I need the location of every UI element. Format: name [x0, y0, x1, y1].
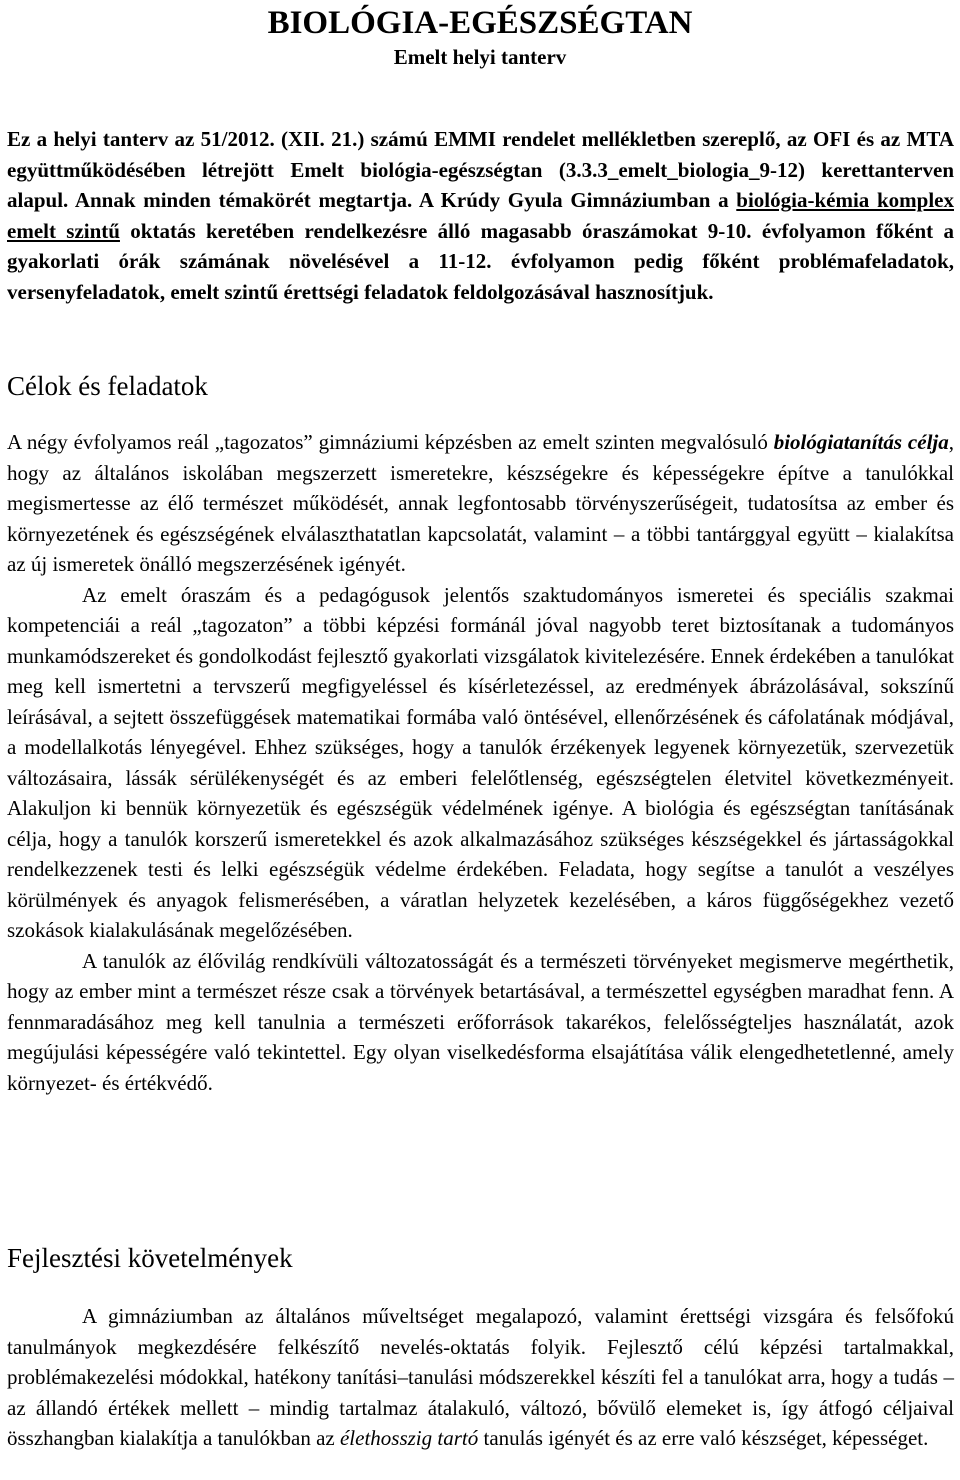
requirements-p1-emphasis: élethosszig tartó — [339, 1426, 479, 1450]
section-heading-requirements: Fejlesztési követelmények — [7, 1243, 293, 1273]
goals-p1-text-b: , hogy az általános iskolában megszerzett ismeretekre, készségekre és képességekre építve a tanulókkal megismertesse az élő természet működését, annak legfontosabb törvényszerűségeit, tudatosítsa az ember és környezetének és egészségének elválaszthatatlan kapcsolatát, valamint – a többi tantárggyal együtt – kialakítsa az új ismeretek önálló megszerzésének igényét. — [7, 430, 954, 576]
section-goals-body — [7, 427, 954, 1098]
document-subtitle: Emelt helyi tanterv — [393, 45, 567, 69]
section-requirements-body — [7, 1301, 954, 1454]
document-title: BIOLÓGIA-EGÉSZSÉGTAN — [267, 5, 693, 41]
intro-text-2: oktatás keretében rendelkezésre álló magasabb óraszámokat 9-10. évfolyamon főként a gyakorlati órák számának növelésével a 11-12. évfolyamon pedig főként problémafeladatok, versenyfeladatok, emelt szintű érettségi feladatok feldolgozásával hasznosítjuk. — [7, 218, 954, 304]
goals-paragraph-1 — [7, 427, 954, 580]
intro-paragraph — [7, 124, 954, 307]
requirements-p1-text-a: A gimnáziumban az általános műveltséget megalapozó, valamint érettségi vizsgára és felsőfokú tanulmányok megkezdésére felkészítő nevelés-oktatás folyik. Fejlesztő célú képzési tartalmakkal, problémakezelési módokkal, hatékony tanítási–tanulási módszerekkel készíti fel a tanulókat arra, hogy a tudás – az állandó értékek mellett – mindig tartalmaz átalakuló, változó, bővülő elemeket is, így átfogó céljaival összhangban kialakítja a tanulókban az — [7, 1304, 954, 1450]
intro-text-1: Ez a helyi tanterv az 51/2012. (XII. 21.) számú EMMI rendelet mellékletben szereplő, az OFI és az MTA együttműködésében létrejött Emelt biológia-egészségtan (3.3.3_emelt_biologia_9-12) kerettanterven alapul. Annak minden témakörét megtartja. A Krúdy Gyula Gimnáziumban a — [7, 127, 954, 212]
program-link[interactable]: biológia-kémia komplex emelt szintű — [7, 188, 954, 243]
goals-p1-text-a: A négy évfolyamos reál „tagozatos” gimnáziumi képzésben az emelt szinten megvalósuló — [7, 430, 774, 454]
goals-paragraph-3: A tanulók az élővilág rendkívüli változatosságát és a természeti törvényeket megismerve megérthetik, hogy az ember mint a természet része csak a törvények betartásával, a természettel egységben maradhat fenn. A fennmaradásához meg kell tanulnia a természeti erőforrások takarékos, felelősségteljes használatát, azok megújulási képességére való tekintettel. Egy olyan viselkedésforma elsajátítása válik elengedhetetlenné, amely környezet- és értékvédő. — [7, 948, 954, 1095]
section-heading-goals: Célok és feladatok — [7, 371, 208, 401]
requirements-paragraph-1 — [7, 1301, 954, 1454]
goals-paragraph-2: Az emelt óraszám és a pedagógusok jelentős szaktudományos ismeretei és speciális szakmai kompetenciái a reál „tagozaton” a többi képzési formánál jóval nagyobb teret biztosítanak a tudományos munkamódszereket és gondolkodást fejlesztő gyakorlati vizsgálatok kivitelezésére. Ennek érdekében a tanulókat meg kell ismertetni a tervszerű megfigyeléssel és kísérletezéssel, az eredmények ábrázolásával, sokszínű leírásával, a sejtett összefüggések matematikai formába való öntésével, ellenőrzésének és cáfolatának módjával, a modellalkotás lényegével. Ehhez szükséges, hogy a tanulók érzékenyek legyenek környezetük, szervezetük változásaira, lássák sérülékenységét és az emberi felelőtlenség, egészségtelen életvitel következményeit. Alakuljon ki bennük környezetük és egészségük védelmének igénye. A biológia és egészségtan tanításának célja, hogy a tanulók korszerű ismeretekkel és azok alkalmazásához szükséges készségekkel és jártasságokkal rendelkezzenek testi és lelki egészségük védelme érdekében. Feladata, hogy segítse a tanulót a veszélyes körülmények és anyagok felismerésében, a váratlan helyzetek kezelésében, a káros függőségekhez vezető szokások kialakulásának megelőzésében. — [7, 582, 954, 942]
requirements-p1-text-b: tanulás igényét és az erre való készséget, képességet. — [478, 1426, 929, 1450]
goals-p1-emphasis: biológiatanítás célja — [773, 430, 949, 454]
